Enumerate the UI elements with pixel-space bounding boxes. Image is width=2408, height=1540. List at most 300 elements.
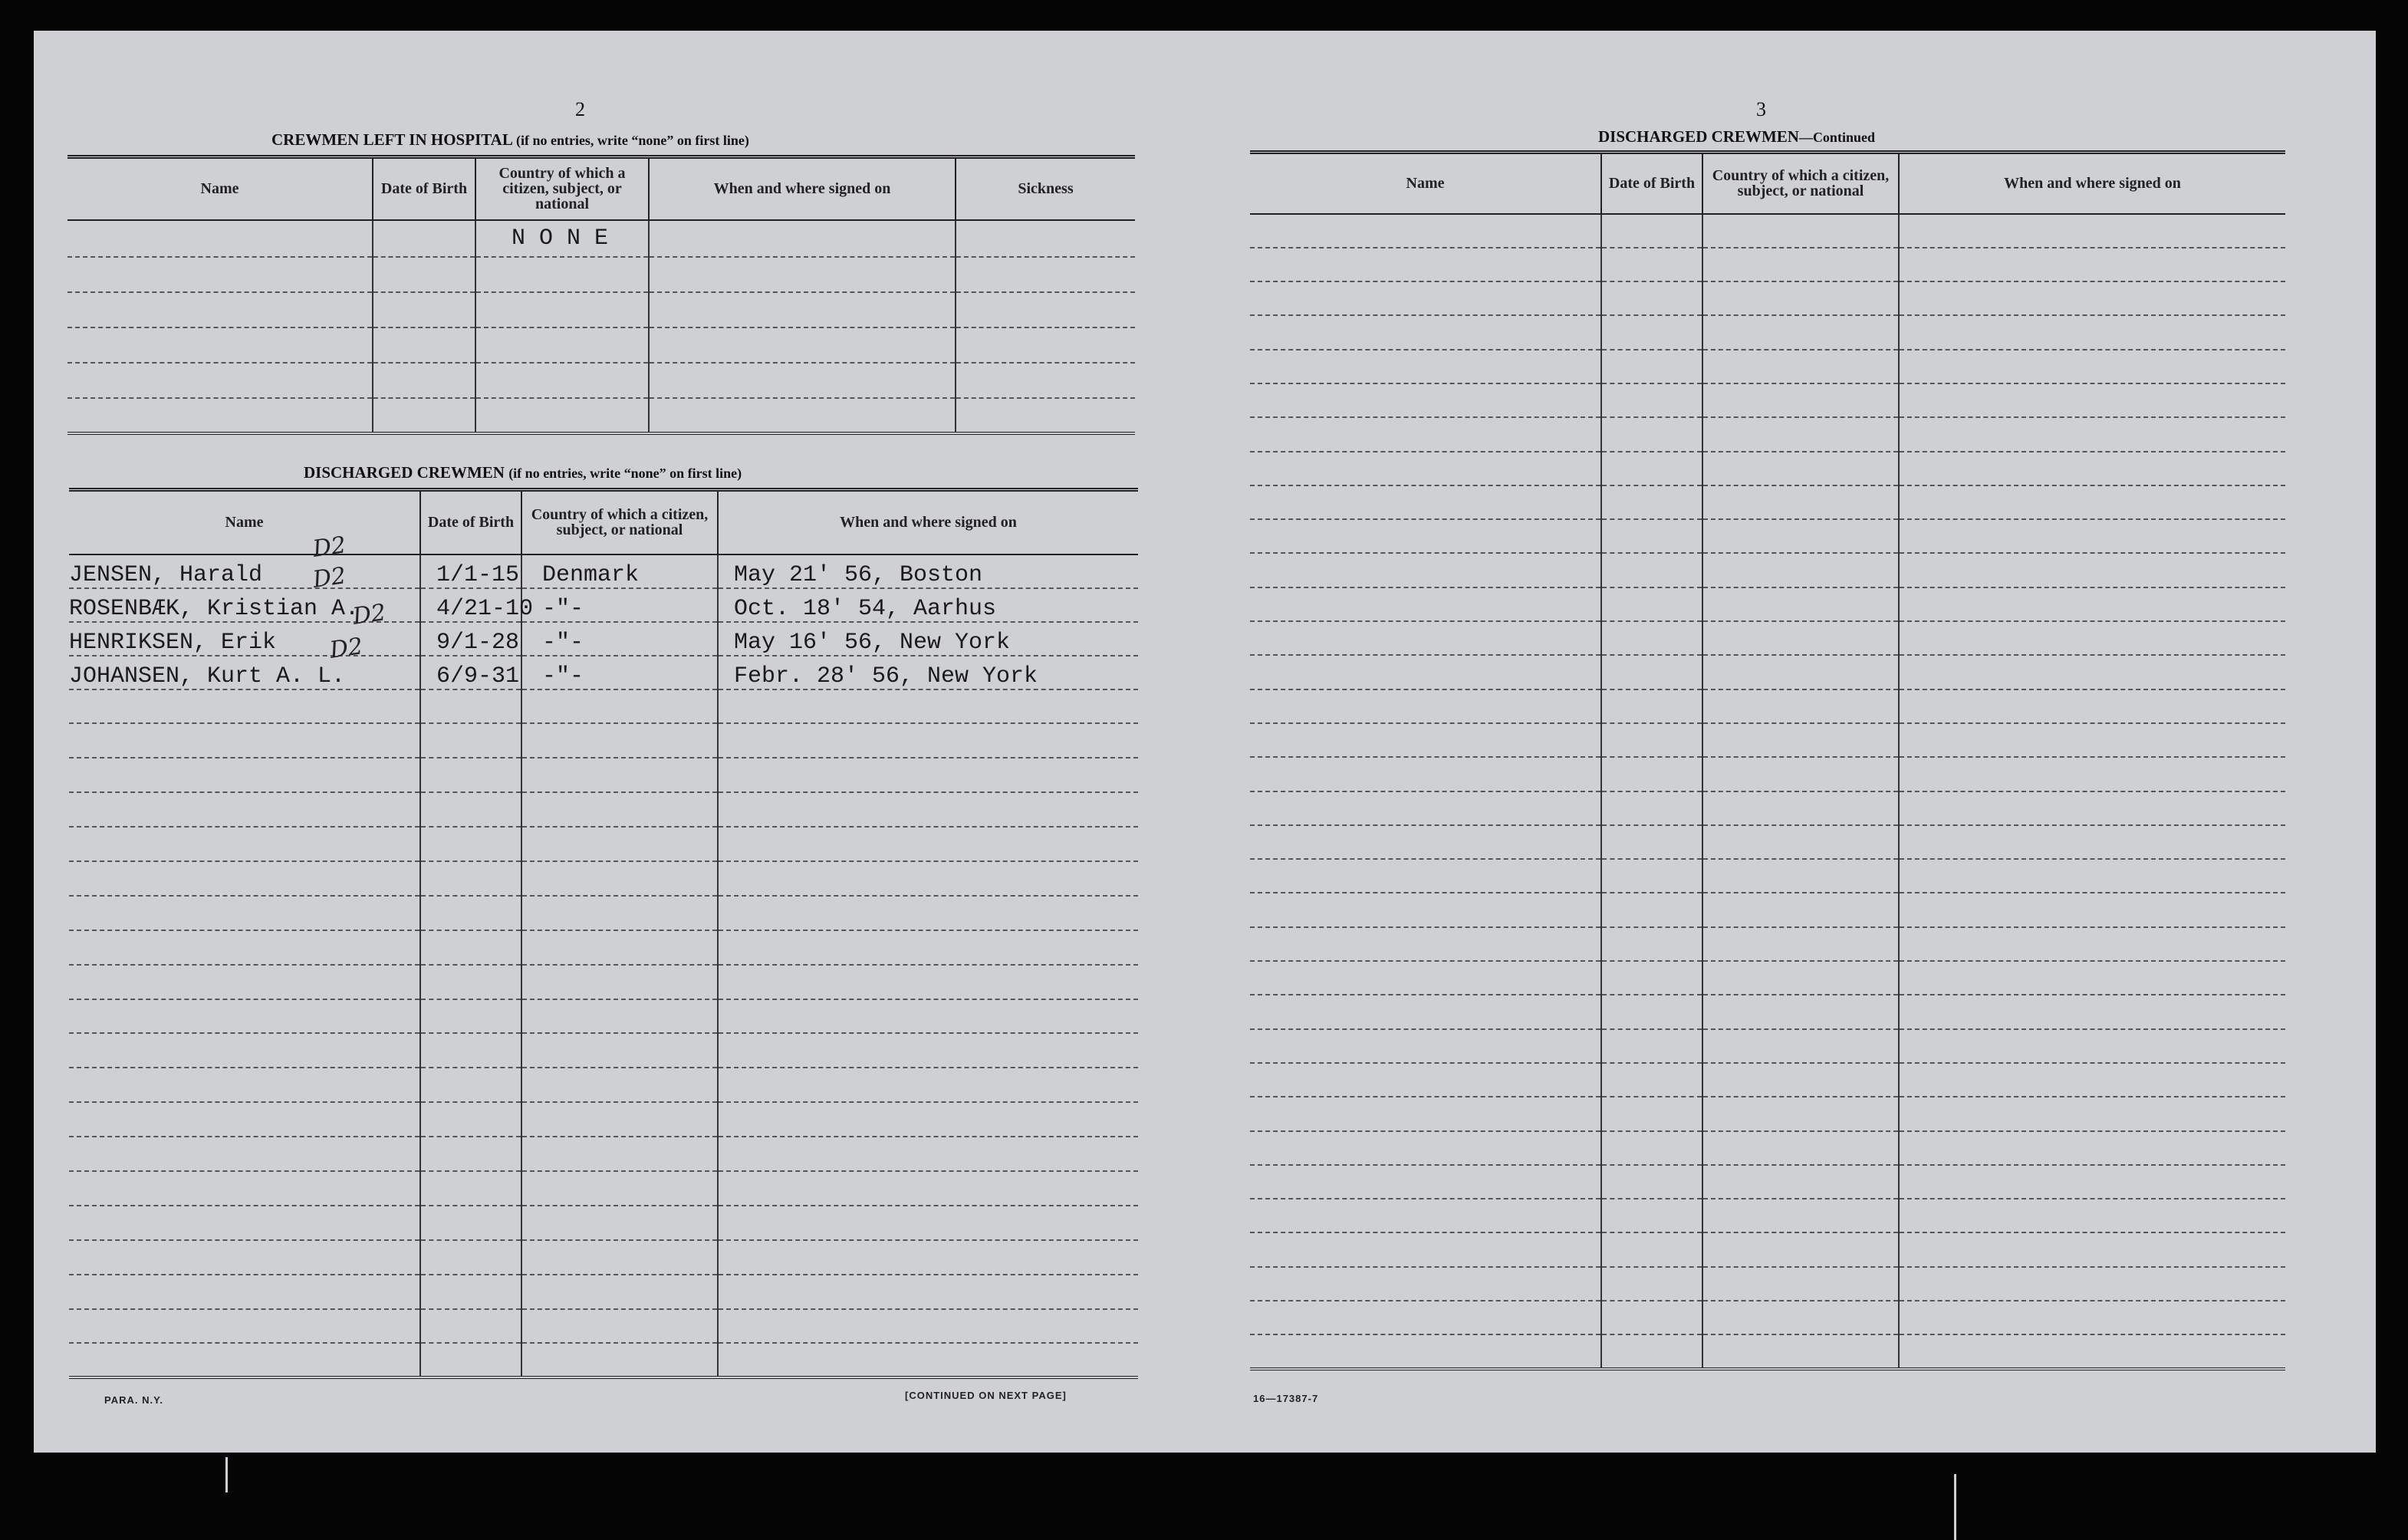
table-cell	[69, 1068, 420, 1102]
table-cell	[1899, 248, 2285, 281]
table-cell	[1601, 1334, 1702, 1368]
table-cell	[1702, 281, 1899, 315]
discharged-col-dob: Date of Birth	[420, 490, 521, 554]
table-cell	[718, 1102, 1138, 1137]
table-cell	[718, 827, 1138, 861]
table-cell	[1702, 893, 1899, 926]
table-cell	[718, 1240, 1138, 1275]
table-cell	[1601, 350, 1702, 383]
table-cell	[1601, 859, 1702, 893]
table-cell	[67, 398, 373, 433]
table-row	[1250, 1199, 2285, 1232]
table-cell	[1250, 417, 1601, 451]
table-cell	[420, 1275, 521, 1309]
crew-signed: May 21' 56, Boston	[718, 554, 1138, 588]
table-cell	[521, 861, 718, 896]
table-cell	[956, 292, 1135, 327]
table-row	[1250, 383, 2285, 417]
crew-signed: Febr. 28' 56, New York	[718, 656, 1138, 689]
table-cell	[1601, 893, 1702, 926]
table-cell	[521, 792, 718, 827]
discharged-cont-title-main: DISCHARGED CREWMEN	[1598, 127, 1799, 146]
table-cell	[1899, 655, 2285, 689]
table-cell	[718, 861, 1138, 896]
table-cell	[1601, 655, 1702, 689]
table-cell	[1250, 689, 1601, 723]
table-cell	[521, 1137, 718, 1171]
table-cell	[420, 758, 521, 792]
table-cell	[1250, 1165, 1601, 1199]
table-row	[1250, 995, 2285, 1028]
table-cell	[69, 1033, 420, 1068]
table-cell	[1702, 791, 1899, 825]
table-cell	[69, 827, 420, 861]
handwritten-annotation: D2	[350, 598, 388, 630]
table-row	[69, 1275, 1138, 1309]
table-cell	[1601, 1199, 1702, 1232]
table-cell	[67, 327, 373, 363]
table-row	[69, 965, 1138, 999]
table-cell	[1250, 1097, 1601, 1130]
table-cell	[67, 363, 373, 398]
table-row	[69, 1033, 1138, 1068]
table-row	[69, 758, 1138, 792]
table-cell	[420, 792, 521, 827]
table-cell	[1601, 1097, 1702, 1130]
table-cell	[69, 861, 420, 896]
table-cell	[718, 758, 1138, 792]
table-cell	[1601, 757, 1702, 791]
table-row	[69, 827, 1138, 861]
table-cell	[1702, 383, 1899, 417]
table-cell	[1601, 927, 1702, 961]
handwritten-annotation: D2	[311, 561, 348, 594]
table-row	[1250, 621, 2285, 655]
table-cell	[1601, 1232, 1702, 1266]
table-row	[69, 1309, 1138, 1344]
table-row	[69, 1137, 1138, 1171]
table-cell	[718, 930, 1138, 965]
table-cell	[1702, 1267, 1899, 1301]
table-cell	[1899, 1097, 2285, 1130]
table-cell	[521, 1102, 718, 1137]
table-cell	[718, 689, 1138, 724]
discharged-col-name: Name	[69, 490, 420, 554]
table-cell	[67, 257, 373, 292]
table-cell	[1899, 1029, 2285, 1063]
table-row	[1250, 1063, 2285, 1097]
crew-signed: Oct. 18' 54, Aarhus	[718, 588, 1138, 622]
table-cell	[1601, 961, 1702, 995]
table-cell	[1601, 452, 1702, 485]
table-cell	[475, 292, 649, 327]
table-cell	[521, 965, 718, 999]
table-cell	[475, 363, 649, 398]
table-cell	[1250, 995, 1601, 1028]
table-row	[1250, 1131, 2285, 1165]
table-cell	[956, 363, 1135, 398]
table-cell	[420, 965, 521, 999]
table-row	[69, 1343, 1138, 1377]
crew-name: JOHANSEN, Kurt A. L. D2	[69, 656, 420, 689]
hospital-col-sickness: Sickness	[956, 157, 1135, 220]
table-cell	[69, 1137, 420, 1171]
table-row	[1250, 1029, 2285, 1063]
table-cell	[1702, 1029, 1899, 1063]
table-cell	[718, 999, 1138, 1034]
table-cell	[1250, 1334, 1601, 1368]
table-cell	[1601, 553, 1702, 587]
table-cell	[1601, 587, 1702, 621]
table-cell	[1702, 519, 1899, 553]
table-cell	[1601, 519, 1702, 553]
table-cell	[1899, 1131, 2285, 1165]
handwritten-annotation: D2	[327, 632, 365, 664]
table-cell	[69, 1171, 420, 1206]
hospital-section-title	[271, 130, 749, 150]
crew-dob: 9/1-28	[420, 622, 521, 656]
table-cell	[67, 220, 373, 257]
crew-row	[69, 588, 1138, 622]
table-cell	[420, 896, 521, 930]
table-row	[1250, 485, 2285, 519]
table-cell	[69, 723, 420, 758]
cont-col-name: Name	[1250, 153, 1601, 214]
table-row	[1250, 553, 2285, 587]
table-cell	[521, 758, 718, 792]
table-cell	[420, 1240, 521, 1275]
table-cell	[69, 930, 420, 965]
table-cell	[1601, 1165, 1702, 1199]
table-cell	[1899, 452, 2285, 485]
table-cell	[1899, 961, 2285, 995]
table-cell	[420, 861, 521, 896]
table-row	[1250, 1232, 2285, 1266]
table-row	[1250, 248, 2285, 281]
crew-dob: 6/9-31	[420, 656, 521, 689]
table-cell	[1601, 1029, 1702, 1063]
table-row	[1250, 825, 2285, 859]
table-row	[67, 398, 1135, 433]
table-cell	[521, 1343, 718, 1377]
table-cell	[1899, 1334, 2285, 1368]
table-cell	[1250, 248, 1601, 281]
left-page	[34, 31, 1138, 1453]
table-cell	[69, 1343, 420, 1377]
table-cell	[420, 1033, 521, 1068]
table-cell	[718, 792, 1138, 827]
table-row	[1250, 315, 2285, 349]
table-cell	[420, 827, 521, 861]
table-cell	[521, 723, 718, 758]
table-cell	[521, 896, 718, 930]
table-cell	[1899, 893, 2285, 926]
table-cell	[67, 292, 373, 327]
table-cell	[1250, 1267, 1601, 1301]
none-entry: N O N E	[475, 220, 649, 257]
table-row	[1250, 961, 2285, 995]
table-row	[67, 257, 1135, 292]
table-cell	[1899, 1267, 2285, 1301]
table-cell	[420, 1171, 521, 1206]
table-cell	[69, 758, 420, 792]
table-cell	[1250, 757, 1601, 791]
hospital-title: CREWMEN LEFT IN HOSPITAL	[271, 130, 512, 149]
table-cell	[521, 930, 718, 965]
table-cell	[1250, 1131, 1601, 1165]
table-row	[1250, 1334, 2285, 1368]
table-cell	[373, 292, 475, 327]
table-cell	[1702, 927, 1899, 961]
table-cell	[1250, 723, 1601, 757]
hospital-subtitle: (if no entries, write “none” on first line)	[515, 133, 749, 148]
table-cell	[1250, 383, 1601, 417]
table-cell	[1702, 1199, 1899, 1232]
table-cell	[1601, 485, 1702, 519]
table-cell	[1250, 961, 1601, 995]
table-cell	[69, 1102, 420, 1137]
printer-mark: PARA. N.Y.	[104, 1394, 163, 1406]
table-cell	[475, 398, 649, 433]
table-row	[67, 292, 1135, 327]
cont-col-country: Country of which a citizen, subject, or national	[1702, 153, 1899, 214]
table-cell	[1250, 350, 1601, 383]
table-cell	[420, 1343, 521, 1377]
table-cell	[1601, 791, 1702, 825]
table-cell	[1702, 689, 1899, 723]
table-row	[1250, 723, 2285, 757]
table-row	[1250, 350, 2285, 383]
table-cell	[1702, 1063, 1899, 1097]
table-cell	[69, 1275, 420, 1309]
table-cell	[521, 999, 718, 1034]
table-row	[69, 999, 1138, 1034]
discharged-cont-title-suffix: —Continued	[1798, 130, 1875, 145]
table-cell	[1601, 1267, 1702, 1301]
table-cell	[1899, 350, 2285, 383]
table-cell	[649, 220, 956, 257]
table-cell	[69, 965, 420, 999]
table-cell	[69, 999, 420, 1034]
table-row	[1250, 689, 2285, 723]
table-row	[69, 1068, 1138, 1102]
table-cell	[956, 220, 1135, 257]
table-row	[69, 1171, 1138, 1206]
crew-signed: May 16' 56, New York	[718, 622, 1138, 656]
table-cell	[1250, 927, 1601, 961]
discharged-section-title	[304, 463, 742, 482]
discharged-subtitle: (if no entries, write “none” on first line)	[508, 466, 742, 481]
table-row	[1250, 417, 2285, 451]
table-cell	[1702, 1097, 1899, 1130]
table-cell	[1899, 417, 2285, 451]
edge-mark	[1954, 1474, 1956, 1540]
table-row	[69, 689, 1138, 724]
table-cell	[1899, 1199, 2285, 1232]
table-cell	[1601, 689, 1702, 723]
discharged-table	[69, 488, 1138, 1379]
cont-col-signed: When and where signed on	[1899, 153, 2285, 214]
table-row	[1250, 214, 2285, 248]
table-cell	[1899, 1301, 2285, 1334]
table-cell	[69, 689, 420, 724]
discharged-title: DISCHARGED CREWMEN	[304, 463, 505, 482]
page-number: 2	[575, 98, 585, 120]
table-cell	[718, 965, 1138, 999]
table-cell	[1702, 1131, 1899, 1165]
table-cell	[1899, 1063, 2285, 1097]
crew-name: JENSEN, Harald D2	[69, 554, 420, 588]
table-row	[69, 896, 1138, 930]
table-row	[69, 1206, 1138, 1240]
table-cell	[1899, 519, 2285, 553]
table-row	[67, 363, 1135, 398]
table-cell	[1702, 417, 1899, 451]
table-cell	[1702, 621, 1899, 655]
table-cell	[1702, 452, 1899, 485]
table-cell	[69, 1206, 420, 1240]
table-cell	[69, 1240, 420, 1275]
table-cell	[1250, 281, 1601, 315]
table-cell	[956, 257, 1135, 292]
table-cell	[69, 896, 420, 930]
table-cell	[1601, 315, 1702, 349]
table-cell	[718, 1275, 1138, 1309]
table-cell	[718, 723, 1138, 758]
table-cell	[1899, 927, 2285, 961]
table-cell	[373, 220, 475, 257]
table-cell	[956, 398, 1135, 433]
table-cell	[420, 930, 521, 965]
table-cell	[1899, 485, 2285, 519]
table-cell	[1250, 859, 1601, 893]
discharged-col-country: Country of which a citizen, subject, or national	[521, 490, 718, 554]
continued-note: [CONTINUED ON NEXT PAGE]	[905, 1390, 1067, 1401]
table-row	[1250, 859, 2285, 893]
table-cell	[475, 257, 649, 292]
table-cell	[1899, 825, 2285, 859]
table-cell	[718, 1137, 1138, 1171]
table-cell	[718, 1343, 1138, 1377]
table-cell	[521, 1275, 718, 1309]
table-cell	[1601, 723, 1702, 757]
table-cell	[420, 1206, 521, 1240]
crew-name: ROSENBÆK, Kristian A. D2	[69, 588, 420, 622]
table-row	[1250, 757, 2285, 791]
table-cell	[1702, 995, 1899, 1028]
table-cell	[1601, 417, 1702, 451]
table-cell	[1250, 893, 1601, 926]
table-cell	[1899, 859, 2285, 893]
table-cell	[649, 327, 956, 363]
table-cell	[1899, 281, 2285, 315]
page-number: 3	[1756, 98, 1766, 120]
table-cell	[420, 1137, 521, 1171]
table-cell	[420, 723, 521, 758]
table-row	[1250, 655, 2285, 689]
table-cell	[649, 398, 956, 433]
table-cell	[420, 689, 521, 724]
table-cell	[1702, 553, 1899, 587]
table-cell	[1250, 485, 1601, 519]
table-cell	[521, 827, 718, 861]
table-cell	[521, 689, 718, 724]
table-cell	[1702, 1165, 1899, 1199]
table-cell	[1702, 757, 1899, 791]
table-cell	[1601, 214, 1702, 248]
table-row	[67, 327, 1135, 363]
table-row	[1250, 791, 2285, 825]
table-cell	[1250, 1199, 1601, 1232]
table-cell	[1899, 315, 2285, 349]
handwritten-annotation: D2	[311, 531, 348, 563]
table-cell	[1250, 214, 1601, 248]
table-cell	[1702, 825, 1899, 859]
table-cell	[1702, 248, 1899, 281]
table-cell	[1250, 315, 1601, 349]
crew-country: -"-	[521, 588, 718, 622]
table-cell	[1601, 995, 1702, 1028]
table-cell	[1899, 553, 2285, 587]
table-cell	[373, 327, 475, 363]
table-row	[69, 930, 1138, 965]
table-cell	[718, 1171, 1138, 1206]
table-cell	[1601, 1301, 1702, 1334]
table-cell	[1899, 383, 2285, 417]
table-row	[69, 1240, 1138, 1275]
crew-dob: 1/1-15	[420, 554, 521, 588]
table-cell	[1702, 1334, 1899, 1368]
table-cell	[1601, 1063, 1702, 1097]
crew-row	[69, 656, 1138, 689]
table-row	[1250, 1097, 2285, 1130]
table-row	[69, 723, 1138, 758]
discharged-cont-title	[1598, 127, 1875, 146]
table-row	[69, 861, 1138, 896]
table-cell	[1899, 995, 2285, 1028]
table-row	[69, 1102, 1138, 1137]
table-cell	[475, 327, 649, 363]
table-cell	[1899, 214, 2285, 248]
table-cell	[1702, 350, 1899, 383]
cont-col-dob: Date of Birth	[1601, 153, 1702, 214]
table-cell	[420, 1309, 521, 1344]
crew-country: Denmark	[521, 554, 718, 588]
table-cell	[373, 363, 475, 398]
table-cell	[373, 257, 475, 292]
table-cell	[420, 1102, 521, 1137]
table-cell	[1250, 519, 1601, 553]
table-cell	[1899, 791, 2285, 825]
table-cell	[1250, 621, 1601, 655]
table-cell	[1250, 1029, 1601, 1063]
table-cell	[1601, 621, 1702, 655]
table-cell	[718, 1309, 1138, 1344]
table-cell	[1702, 485, 1899, 519]
form-number: 16—17387-7	[1253, 1393, 1319, 1404]
table-cell	[1250, 1063, 1601, 1097]
table-cell	[1899, 587, 2285, 621]
table-cell	[718, 1068, 1138, 1102]
table-cell	[521, 1033, 718, 1068]
table-cell	[718, 896, 1138, 930]
crew-name: HENRIKSEN, Erik D2	[69, 622, 420, 656]
table-cell	[649, 257, 956, 292]
table-cell	[1250, 825, 1601, 859]
crew-row	[69, 622, 1138, 656]
hospital-col-name: Name	[67, 157, 373, 220]
table-row	[1250, 587, 2285, 621]
